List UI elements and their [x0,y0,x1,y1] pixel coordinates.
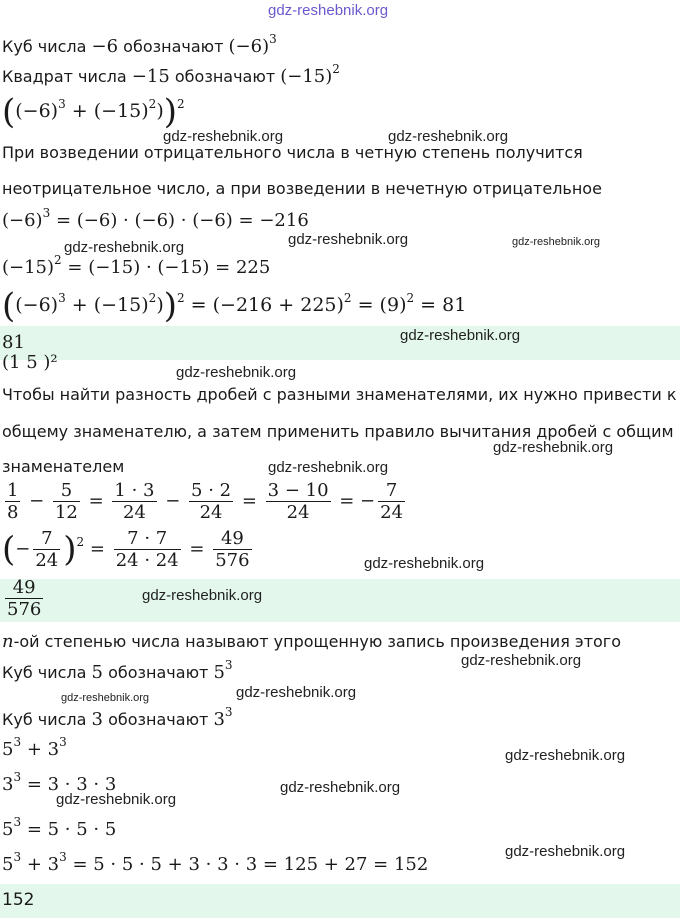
task1-calc1: $(-6)^3 = (-6) \cdot (-6) \cdot (-6) = -216$ [2,206,309,231]
watermark: gdz-reshebnik.org [288,231,409,248]
watermark: gdz-reshebnik.org [176,364,297,381]
task1-calc3: $((-6)^3 + (-15)^2))^2 = (-216 + 225)^2 = (9)^2 = 81$ [2,286,467,326]
watermark: gdz-reshebnik.org [236,684,357,701]
watermark: gdz-reshebnik.org [493,439,614,456]
task1-answer: 81 [2,332,25,353]
task1-line2: Квадрат числа −15 обозначают $(-15)^2$ [2,62,340,87]
watermark: gdz-reshebnik.org [268,459,389,476]
task3-line2: Куб числа 5 обозначают $5^3$ [2,658,233,683]
watermark: gdz-reshebnik.org [400,327,521,344]
task3-calc3: $5^3 + 3^3 = 5 \cdot 5 \cdot 5 + 3 \cdot 3 \cdot 3 = 125 + 27 = 152$ [2,850,429,875]
watermark: gdz-reshebnik.org [64,239,185,256]
task3-answer-band [0,884,680,918]
task2-answer-band [0,579,680,622]
watermark: gdz-reshebnik.org [388,128,509,145]
task3-answer: 152 [2,890,35,910]
task2-answer: $\frac{49}{576}$ [7,577,42,620]
watermark: gdz-reshebnik.org [142,587,263,604]
task2-fraction-calc: $\frac{1}{8}$ − $\frac{5}{12}$ = $\frac{1 \cdot 3}{24}$ − $\frac{5 \cdot 2}{24}$ = $\frac{3 - 10}{24}$ = − $\frac{7}{24}$ [7,480,404,523]
task3-line1: n-ой степенью числа называют упрощенную запись произведения этого [2,631,621,652]
watermark: gdz-reshebnik.org [512,236,601,248]
task3-expr: $5^3 + 3^3$ [2,735,67,760]
task3-calc2: $5^3 = 5 \cdot 5 \cdot 5$ [2,815,117,840]
task2-rule-line3: знаменателем [2,457,125,476]
watermark: gdz-reshebnik.org [163,128,284,145]
watermark: gdz-reshebnik.org [461,652,582,669]
task1-expr: $((-6)^3 + (-15)^2))^2$ [2,92,185,132]
watermark: gdz-reshebnik.org [505,747,626,764]
task1-rule-line2: неотрицательное число, а при возведении в нечетную отрицательное [2,179,602,198]
task1-calc2: $(-15)^2 = (-15) \cdot (-15) = 225$ [2,253,271,278]
task3-line3: Куб числа 3 обозначают $3^3$ [2,705,233,730]
watermark: gdz-reshebnik.org [61,692,150,704]
task2-rule-line2: общему знаменателю, а затем применить правило вычитания дробей с общим [2,422,674,441]
task3-calc1: $3^3 = 3 \cdot 3 \cdot 3$ [2,770,117,795]
watermark: gdz-reshebnik.org [364,555,485,572]
watermark: gdz-reshebnik.org [280,779,401,796]
watermark: gdz-reshebnik.org [56,791,177,808]
watermark: gdz-reshebnik.org [505,843,626,860]
task1-line1: Куб числа −6 обозначают $(-6)^3$ [2,32,277,57]
task2-cut-header: (1 5 )² [2,352,58,373]
task1-rule-line1: При возведении отрицательного числа в четную степень получится [2,143,583,162]
task2-square-calc: (− $\frac{7}{24}$ )$^2$ = $\frac{7 \cdot 7}{24 \cdot 24}$ = $\frac{49}{576}$ [2,528,250,571]
task2-rule-line1: Чтобы найти разность дробей с разными знаменателями, их нужно привести к [2,385,677,404]
watermark-top: gdz-reshebnik.org [268,2,389,19]
